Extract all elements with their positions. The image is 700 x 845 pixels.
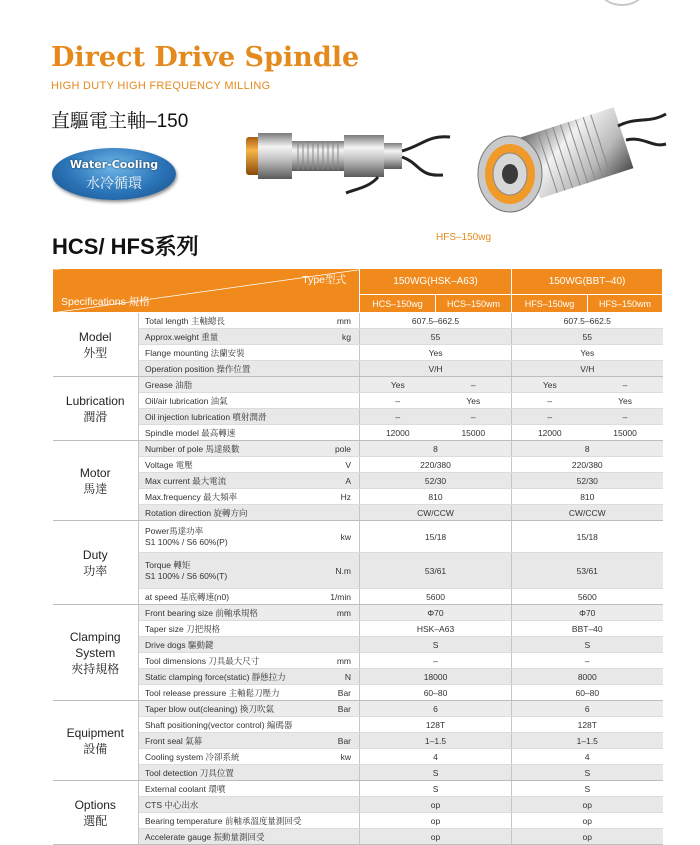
row-label: Front seal 氣幕	[139, 733, 315, 749]
cell-value: op	[360, 797, 512, 813]
cell-value: –	[360, 409, 436, 425]
row-label: CTS 中心出水	[139, 797, 315, 813]
row-label: Flange mounting 法蘭安裝	[139, 345, 315, 361]
row-unit	[315, 797, 360, 813]
table-row	[53, 473, 663, 489]
table-row	[53, 329, 663, 345]
cell-value: Φ70	[512, 605, 663, 621]
row-unit: kw	[315, 749, 360, 765]
table-row	[53, 829, 663, 845]
table-row	[53, 345, 663, 361]
row-label: Max current 最大電流	[139, 473, 315, 489]
row-label: Drive dogs 驅動鍵	[139, 637, 315, 653]
table-row	[53, 621, 663, 637]
cell-value: 60–80	[512, 685, 663, 701]
cell-value: S	[512, 781, 663, 797]
cell-value: 55	[512, 329, 663, 345]
table-row	[53, 669, 663, 685]
row-unit: Bar	[315, 733, 360, 749]
cell-value: 220/380	[360, 457, 512, 473]
row-unit: pole	[315, 441, 360, 457]
row-label: Tool detection 刀具位置	[139, 765, 315, 781]
cell-value: 810	[512, 489, 663, 505]
cell-value: Yes	[588, 393, 663, 409]
cell-value: op	[512, 797, 663, 813]
row-unit	[315, 377, 360, 393]
water-cooling-badge	[52, 148, 176, 200]
cell-value: S	[360, 765, 512, 781]
table-row	[53, 605, 663, 621]
row-unit: mm	[315, 313, 360, 329]
group-hsk-header: 150WG(HSK–A63)	[360, 269, 512, 295]
category-options: Options 選配	[53, 781, 139, 845]
subhead-hfs-wm: HFS–150wm	[588, 295, 663, 313]
cell-value: 52/30	[360, 473, 512, 489]
row-unit	[315, 637, 360, 653]
row-unit	[315, 813, 360, 829]
row-unit	[315, 505, 360, 521]
cell-value: –	[512, 409, 588, 425]
spindle-image-side	[238, 115, 453, 195]
cell-value: Φ70	[360, 605, 512, 621]
row-unit	[315, 829, 360, 845]
row-label: Operation position 操作位置	[139, 361, 315, 377]
cell-value: –	[436, 377, 512, 393]
corner-decoration	[600, 0, 644, 6]
cell-value: –	[360, 653, 512, 669]
table-row	[53, 313, 663, 329]
cell-value: 607.5–662.5	[512, 313, 663, 329]
row-unit: Bar	[315, 701, 360, 717]
subhead-hcs-wg: HCS–150wg	[360, 295, 436, 313]
cell-value: S	[360, 637, 512, 653]
cell-value: 55	[360, 329, 512, 345]
table-row	[53, 489, 663, 505]
cell-value: 18000	[360, 669, 512, 685]
category-model: Model 外型	[53, 313, 139, 377]
cell-value: 5600	[360, 589, 512, 605]
row-label: External coolant 環噴	[139, 781, 315, 797]
table-row	[53, 505, 663, 521]
row-unit: A	[315, 473, 360, 489]
cell-value: 8000	[512, 669, 663, 685]
row-unit: N	[315, 669, 360, 685]
cell-value: 53/61	[512, 553, 663, 589]
cell-value: HSK–A63	[360, 621, 512, 637]
table-row	[53, 781, 663, 797]
row-label: Spindle model 最高轉速	[139, 425, 315, 441]
cell-value: 6	[360, 701, 512, 717]
row-label: Total length 主軸總長	[139, 313, 315, 329]
cell-value: 128T	[512, 717, 663, 733]
row-unit	[315, 717, 360, 733]
cell-value: 128T	[360, 717, 512, 733]
category-duty: Duty 功率	[53, 521, 139, 605]
row-label: Bearing temperature 前軸承溫度量測回受	[139, 813, 315, 829]
specifications-label: Specifications 規格	[61, 296, 150, 308]
cell-value: op	[360, 813, 512, 829]
cell-value: 8	[360, 441, 512, 457]
table-header-row	[53, 269, 663, 295]
table-row	[53, 749, 663, 765]
category-clamping: Clamping System 夾持規格	[53, 605, 139, 701]
cell-value: 5600	[512, 589, 663, 605]
row-label: Voltage 電壓	[139, 457, 315, 473]
row-unit	[315, 781, 360, 797]
cell-value: 4	[512, 749, 663, 765]
cell-value: Yes	[512, 345, 663, 361]
row-label: Number of pole 馬達級數	[139, 441, 315, 457]
cell-value: –	[360, 393, 436, 409]
category-motor: Motor 馬達	[53, 441, 139, 521]
cell-value: –	[436, 409, 512, 425]
cell-value: 220/380	[512, 457, 663, 473]
cell-value: –	[588, 409, 663, 425]
cell-value: CW/CCW	[360, 505, 512, 521]
row-unit: mm	[315, 653, 360, 669]
table-row	[53, 637, 663, 653]
table-row	[53, 701, 663, 717]
row-unit: kg	[315, 329, 360, 345]
row-label: Max.frequency 最大頻率	[139, 489, 315, 505]
badge-line-1: Water-Cooling	[69, 158, 159, 171]
row-unit: mm	[315, 605, 360, 621]
table-row	[53, 589, 663, 605]
spec-table	[52, 268, 663, 845]
table-row	[53, 457, 663, 473]
category-lubrication: Lubrication 潤滑	[53, 377, 139, 441]
cell-value: –	[512, 653, 663, 669]
table-row	[53, 409, 663, 425]
cell-value: 60–80	[360, 685, 512, 701]
row-label: Front bearing size 前軸承規格	[139, 605, 315, 621]
cell-value: V/H	[512, 361, 663, 377]
page-subtitle: HIGH DUTY HIGH FREQUENCY MILLING	[51, 80, 271, 92]
table-row	[53, 521, 663, 553]
row-label: Shaft positioning(vector control) 編碼器	[139, 717, 315, 733]
table-row	[53, 653, 663, 669]
cell-value: 607.5–662.5	[360, 313, 512, 329]
cell-value: Yes	[512, 377, 588, 393]
cell-value: op	[360, 829, 512, 845]
table-row	[53, 717, 663, 733]
cell-value: S	[512, 637, 663, 653]
table-row	[53, 425, 663, 441]
subhead-hcs-wm: HCS–150wm	[436, 295, 512, 313]
cell-value: 1–1.5	[360, 733, 512, 749]
row-unit: Hz	[315, 489, 360, 505]
cell-value: 8	[512, 441, 663, 457]
row-unit	[315, 393, 360, 409]
group-bbt-header: 150WG(BBT–40)	[512, 269, 663, 295]
row-label: Rotation direction 旋轉方向	[139, 505, 315, 521]
cell-value: –	[512, 393, 588, 409]
table-row	[53, 393, 663, 409]
row-unit	[315, 361, 360, 377]
row-label: Accelerate gauge 振動量測回受	[139, 829, 315, 845]
type-label: Type型式	[302, 274, 347, 286]
table-row	[53, 813, 663, 829]
cell-value: 15000	[588, 425, 663, 441]
cell-value: V/H	[360, 361, 512, 377]
table-row	[53, 685, 663, 701]
cell-value: 810	[360, 489, 512, 505]
row-label: Oil/air lubrication 油氣	[139, 393, 315, 409]
row-label: Torque 轉矩 S1 100% / S6 60%(T)	[139, 553, 315, 589]
cell-value: S	[512, 765, 663, 781]
row-unit	[315, 621, 360, 637]
row-label: Static clamping force(static) 靜態拉力	[139, 669, 315, 685]
row-unit	[315, 765, 360, 781]
cell-value: S	[360, 781, 512, 797]
cell-value: 53/61	[360, 553, 512, 589]
table-row	[53, 361, 663, 377]
cell-value: 12000	[360, 425, 436, 441]
cell-value: Yes	[360, 377, 436, 393]
table-row	[53, 797, 663, 813]
category-equipment: Equipment 設備	[53, 701, 139, 781]
row-unit	[315, 409, 360, 425]
cell-value: 15000	[436, 425, 512, 441]
cell-value: –	[588, 377, 663, 393]
cell-value: BBT–40	[512, 621, 663, 637]
row-label: Tool dimensions 刀具最大尺寸	[139, 653, 315, 669]
row-label: Tool release pressure 主軸鬆刀壓力	[139, 685, 315, 701]
cell-value: 12000	[512, 425, 588, 441]
row-unit: kw	[315, 521, 360, 553]
row-label: Cooling system 冷卻系統	[139, 749, 315, 765]
spec-type-header	[53, 269, 360, 313]
cell-value: op	[512, 829, 663, 845]
cell-value: 15/18	[512, 521, 663, 553]
cell-value: 15/18	[360, 521, 512, 553]
subhead-hfs-wg: HFS–150wg	[512, 295, 588, 313]
table-row	[53, 441, 663, 457]
cell-value: 52/30	[512, 473, 663, 489]
row-label: Taper blow out(cleaning) 換刀吹氣	[139, 701, 315, 717]
table-row	[53, 765, 663, 781]
row-unit	[315, 425, 360, 441]
spindle-image-front	[468, 96, 668, 226]
table-row	[53, 553, 663, 589]
image-caption: HFS–150wg	[436, 232, 492, 243]
cell-value: Yes	[360, 345, 512, 361]
cell-value: CW/CCW	[512, 505, 663, 521]
table-row	[53, 733, 663, 749]
product-name-chinese: 直驅電主軸–150	[51, 111, 189, 132]
row-unit	[315, 345, 360, 361]
cell-value: Yes	[436, 393, 512, 409]
row-label: at speed 基底轉速(n0)	[139, 589, 315, 605]
row-label: Approx.weight 重量	[139, 329, 315, 345]
cell-value: 6	[512, 701, 663, 717]
table-row	[53, 377, 663, 393]
cell-value: op	[512, 813, 663, 829]
row-unit: 1/min	[315, 589, 360, 605]
row-label: Grease 油脂	[139, 377, 315, 393]
row-label: Power馬達功率 S1 100% / S6 60%(P)	[139, 521, 315, 553]
row-label: Taper size 刀把規格	[139, 621, 315, 637]
badge-line-2: 水冷循環	[86, 175, 142, 191]
series-title: HCS/ HFS系列	[52, 234, 199, 259]
page-title: Direct Drive Spindle	[51, 42, 360, 73]
row-unit: Bar	[315, 685, 360, 701]
row-label: Oil injection lubrication 噴射潤滑	[139, 409, 315, 425]
cell-value: 4	[360, 749, 512, 765]
row-unit: V	[315, 457, 360, 473]
cell-value: 1–1.5	[512, 733, 663, 749]
row-unit: N.m	[315, 553, 360, 589]
